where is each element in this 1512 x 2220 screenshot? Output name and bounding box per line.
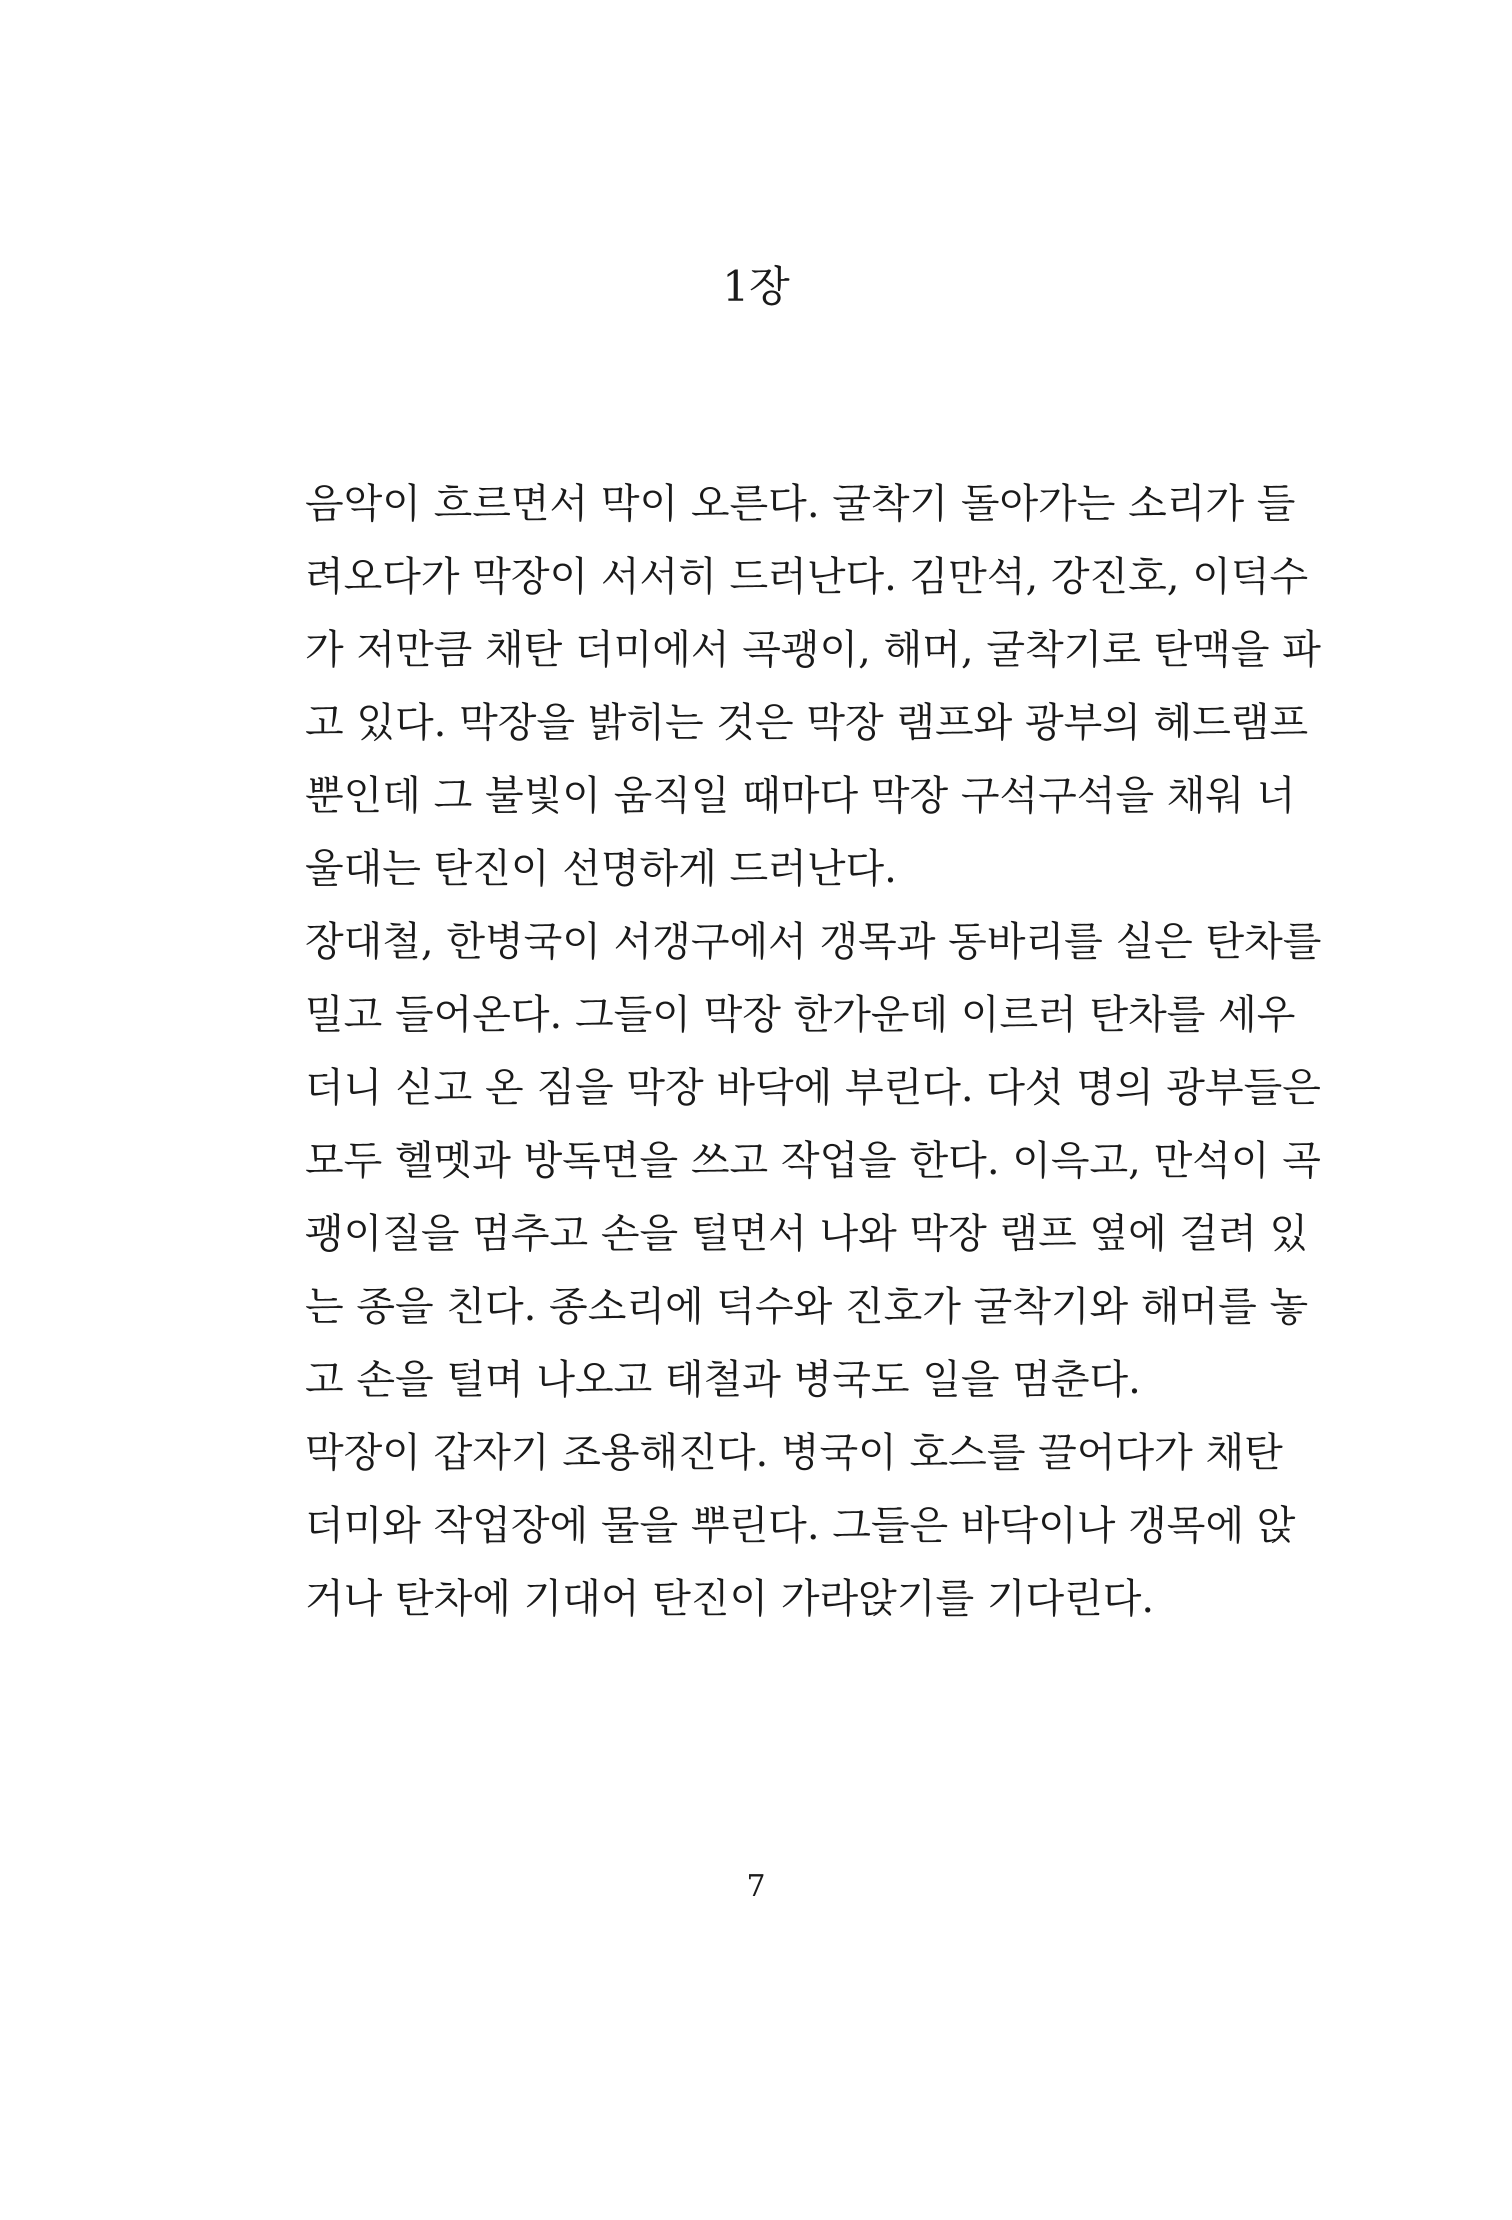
- paragraph-2: [305, 906, 1322, 1417]
- paragraph-1: [305, 468, 1321, 906]
- body-text: [305, 468, 1322, 1636]
- page-number: 7: [746, 1869, 766, 1904]
- text-line: 뿐인데 그 불빛이 움직일 때마다 막장 구석구석을 채워 너: [305, 773, 1296, 819]
- text-line: 는 종을 친다. 종소리에 덕수와 진호가 굴착기와 해머를 놓: [305, 1284, 1309, 1330]
- text-line: 더니 싣고 온 짐을 막장 바닥에 부린다. 다섯 명의 광부들은: [305, 1065, 1321, 1111]
- text-line: 음악이 흐르면서 막이 오른다. 굴착기 돌아가는 소리가 들: [305, 481, 1296, 527]
- text-line: 거나 탄차에 기대어 탄진이 가라앉기를 기다린다.: [305, 1576, 1155, 1622]
- text-line: 가 저만큼 채탄 더미에서 곡괭이, 해머, 굴착기로 탄맥을 파: [305, 627, 1321, 673]
- text-line: 고 있다. 막장을 밝히는 것은 막장 램프와 광부의 헤드램프: [305, 700, 1309, 746]
- text-line: 밀고 들어온다. 그들이 막장 한가운데 이르러 탄차를 세우: [305, 992, 1296, 1038]
- text-line: 울대는 탄진이 선명하게 드러난다.: [305, 846, 897, 892]
- text-line: 괭이질을 멈추고 손을 털면서 나와 막장 램프 옆에 걸려 있: [305, 1211, 1309, 1257]
- chapter-title: 1장: [722, 262, 790, 311]
- text-line: 더미와 작업장에 물을 뿌린다. 그들은 바닥이나 갱목에 앉: [305, 1503, 1296, 1549]
- paragraph-3: [305, 1417, 1296, 1636]
- text-line: 모두 헬멧과 방독면을 쓰고 작업을 한다. 이윽고, 만석이 곡: [305, 1138, 1321, 1184]
- text-line: 려오다가 막장이 서서히 드러난다. 김만석, 강진호, 이덕수: [305, 554, 1309, 600]
- text-line: 고 손을 털며 나오고 태철과 병국도 일을 멈춘다.: [305, 1357, 1141, 1403]
- text-line: 막장이 갑자기 조용해진다. 병국이 호스를 끌어다가 채탄: [305, 1430, 1283, 1476]
- text-line: 장대철, 한병국이 서갱구에서 갱목과 동바리를 실은 탄차를: [305, 919, 1322, 965]
